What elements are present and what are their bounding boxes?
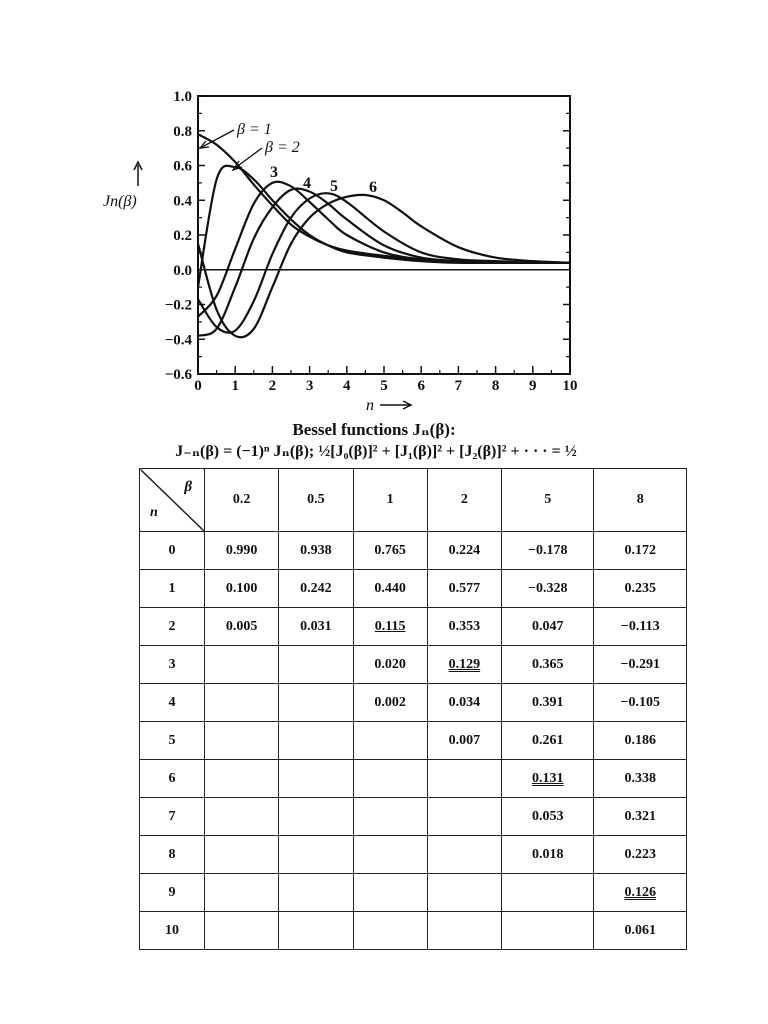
bessel-plot	[0, 0, 768, 430]
bessel-table-body	[140, 532, 687, 950]
curve-label-beta-1: β = 1	[237, 121, 272, 138]
table-cell	[353, 608, 427, 646]
row-n-label: 5	[140, 722, 205, 760]
bessel-table-head	[140, 469, 687, 532]
x-tick-label: 7	[454, 378, 463, 394]
table-cell	[502, 608, 594, 646]
table-cell	[502, 798, 594, 836]
x-axis-label: n	[366, 397, 374, 414]
table-cell	[594, 874, 687, 912]
x-tick-label: 4	[343, 378, 351, 394]
table-row	[140, 836, 687, 874]
table-cell-value: 0.242	[300, 580, 332, 596]
table-cell-value: 0.261	[531, 732, 564, 748]
table-cell-value: 0.235	[624, 580, 656, 596]
table-cell-value: 0.061	[624, 922, 656, 938]
table-cell	[594, 684, 687, 722]
table-cell-value: 0.047	[531, 618, 564, 634]
beta-header-5: 8	[594, 469, 687, 532]
x-tick-label: 5	[380, 378, 388, 394]
y-tick-label: 0.6	[173, 158, 192, 175]
table-cell	[353, 912, 427, 950]
table-cell-value: 0.031	[300, 618, 332, 634]
table-cell	[594, 836, 687, 874]
table-cell	[594, 608, 687, 646]
table-cell	[594, 570, 687, 608]
table-cell	[279, 608, 353, 646]
x-tick-label: 0	[194, 378, 202, 394]
y-tick-label: 0.4	[173, 193, 192, 210]
table-cell	[279, 570, 353, 608]
table-cell-value: 0.100	[225, 580, 258, 596]
row-n-label: 2	[140, 608, 205, 646]
table-cell-value: 0.005	[225, 618, 258, 634]
table-cell	[279, 798, 353, 836]
x-tick-label: 1	[231, 378, 239, 394]
table-header-row	[140, 469, 687, 532]
corner-beta-label: β	[184, 479, 192, 495]
table-cell-value: 0.018	[531, 846, 564, 862]
table-cell	[427, 760, 501, 798]
table-cell	[502, 570, 594, 608]
table-row	[140, 760, 687, 798]
table-cell-value: 0.365	[531, 656, 564, 672]
curve-label-6: 6	[369, 179, 377, 196]
table-cell-value: −0.291	[620, 656, 660, 672]
x-tick-label: 6	[417, 378, 425, 394]
table-cell	[427, 912, 501, 950]
row-n-label: 10	[140, 912, 205, 950]
table-cell	[353, 798, 427, 836]
table-cell-value: 0.129	[448, 656, 481, 672]
table-cell-value: 0.338	[624, 770, 656, 786]
table-cell	[205, 532, 279, 570]
table-cell	[502, 874, 594, 912]
table-cell-value: 0.115	[374, 618, 406, 634]
x-tick-label: 8	[491, 378, 500, 394]
series-line-5	[198, 195, 570, 337]
table-row	[140, 608, 687, 646]
table-cell-value: 0.131	[531, 770, 564, 786]
table-cell	[502, 722, 594, 760]
y-tick-label: 1.0	[173, 89, 192, 105]
beta-header-0: 0.2	[205, 469, 279, 532]
y-tick-label: 0.0	[173, 262, 192, 279]
table-cell	[353, 874, 427, 912]
row-n-label: 3	[140, 646, 205, 684]
table-cell	[279, 646, 353, 684]
table-cell-value: 0.223	[624, 846, 656, 862]
table-cell	[427, 646, 501, 684]
beta-header-2: 1	[353, 469, 427, 532]
table-cell	[427, 722, 501, 760]
figure-caption-formula: J₋ₙ(β) = (−1)ⁿ Jₙ(β); ½[J₀(β)]² + [J₁(β)]² + [J₂(β)]² + · · · = ½	[175, 443, 577, 460]
table-cell	[205, 874, 279, 912]
table-cell	[353, 532, 427, 570]
table-cell	[427, 608, 501, 646]
table-cell-value: −0.105	[620, 694, 660, 710]
table-cell-value: 0.990	[225, 542, 258, 558]
y-tick-label: −0.6	[164, 367, 192, 383]
table-cell-value: 0.321	[624, 808, 656, 824]
table-row	[140, 722, 687, 760]
bessel-table	[139, 468, 687, 950]
table-cell	[205, 646, 279, 684]
row-n-label: 9	[140, 874, 205, 912]
table-cell	[594, 760, 687, 798]
table-cell	[594, 646, 687, 684]
table-cell	[353, 836, 427, 874]
table-cell	[279, 722, 353, 760]
table-cell-value: 0.034	[448, 694, 481, 710]
row-n-label: 8	[140, 836, 205, 874]
table-row	[140, 874, 687, 912]
table-row	[140, 646, 687, 684]
beta-header-4: 5	[502, 469, 594, 532]
curve-label-4: 4	[303, 175, 311, 192]
curve-label-3: 3	[270, 164, 278, 181]
table-cell	[353, 646, 427, 684]
table-cell	[427, 836, 501, 874]
table-cell	[279, 684, 353, 722]
table-cell	[427, 570, 501, 608]
table-cell-value: 0.224	[448, 542, 481, 558]
table-cell	[279, 836, 353, 874]
table-cell	[353, 760, 427, 798]
row-n-label: 7	[140, 798, 205, 836]
table-cell-value: 0.391	[531, 694, 564, 710]
row-n-label: 1	[140, 570, 205, 608]
table-cell	[594, 722, 687, 760]
table-cell	[427, 684, 501, 722]
row-n-label: 6	[140, 760, 205, 798]
table-cell	[279, 760, 353, 798]
table-cell-value: −0.178	[528, 542, 568, 558]
table-cell	[205, 912, 279, 950]
table-cell	[205, 760, 279, 798]
table-cell	[594, 798, 687, 836]
table-cell-value: 0.007	[448, 732, 481, 748]
table-cell	[279, 912, 353, 950]
figure-caption-title: Bessel functions Jₙ(β):	[292, 420, 456, 439]
table-cell	[353, 570, 427, 608]
table-cell-value: 0.186	[624, 732, 656, 748]
table-cell	[353, 722, 427, 760]
table-cell	[205, 608, 279, 646]
table-cell	[205, 684, 279, 722]
table-cell	[502, 836, 594, 874]
table-cell-value: −0.113	[620, 618, 660, 634]
y-tick-label: 0.8	[173, 123, 192, 140]
y-axis-label: Jn(β)	[103, 193, 137, 210]
table-cell-value: 0.053	[531, 808, 564, 824]
table-cell	[427, 798, 501, 836]
y-tick-label: −0.2	[164, 297, 192, 314]
table-row	[140, 532, 687, 570]
series-line-2	[198, 182, 570, 317]
table-cell-value: 0.353	[448, 618, 481, 634]
row-n-label: 4	[140, 684, 205, 722]
table-corner-cell	[140, 469, 205, 532]
table-row	[140, 570, 687, 608]
plot-ticks	[165, 89, 578, 394]
table-cell	[279, 874, 353, 912]
table-row	[140, 798, 687, 836]
table-row	[140, 912, 687, 950]
curve-label-beta-2: β = 2	[265, 139, 300, 156]
table-cell-value: 0.020	[374, 656, 406, 672]
curve-label-5: 5	[330, 178, 338, 195]
x-tick-label: 2	[268, 378, 277, 394]
table-cell	[205, 836, 279, 874]
beta-header-1: 0.5	[279, 469, 353, 532]
table-cell	[502, 532, 594, 570]
row-n-label: 0	[140, 532, 205, 570]
x-tick-label: 9	[529, 378, 537, 394]
table-cell-value: 0.002	[374, 694, 406, 710]
table-cell-value: 0.126	[624, 884, 656, 900]
table-cell	[594, 912, 687, 950]
table-cell	[502, 912, 594, 950]
table-cell-value: 0.938	[300, 542, 332, 558]
table-cell-value: 0.577	[448, 580, 481, 596]
plot-curves	[198, 134, 570, 337]
curve-label-beta-2-leader	[235, 148, 262, 168]
table-cell-value: 0.172	[624, 542, 656, 558]
series-line-4	[198, 193, 570, 333]
table-cell	[279, 532, 353, 570]
table-cell	[427, 532, 501, 570]
table-cell	[502, 684, 594, 722]
table-cell	[427, 874, 501, 912]
table-cell	[205, 798, 279, 836]
x-tick-label: 10	[562, 378, 578, 394]
corner-n-label: n	[150, 505, 158, 520]
y-tick-label: −0.4	[164, 332, 192, 349]
table-row	[140, 684, 687, 722]
table-cell	[205, 722, 279, 760]
table-cell-value: −0.328	[528, 580, 568, 596]
x-tick-label: 3	[305, 378, 314, 394]
beta-header-3: 2	[427, 469, 501, 532]
table-cell	[502, 760, 594, 798]
table-cell	[502, 646, 594, 684]
table-cell	[594, 532, 687, 570]
y-tick-label: 0.2	[173, 228, 192, 244]
table-cell-value: 0.765	[374, 542, 406, 558]
table-cell	[353, 684, 427, 722]
table-cell-value: 0.440	[374, 580, 406, 596]
table-cell	[205, 570, 279, 608]
